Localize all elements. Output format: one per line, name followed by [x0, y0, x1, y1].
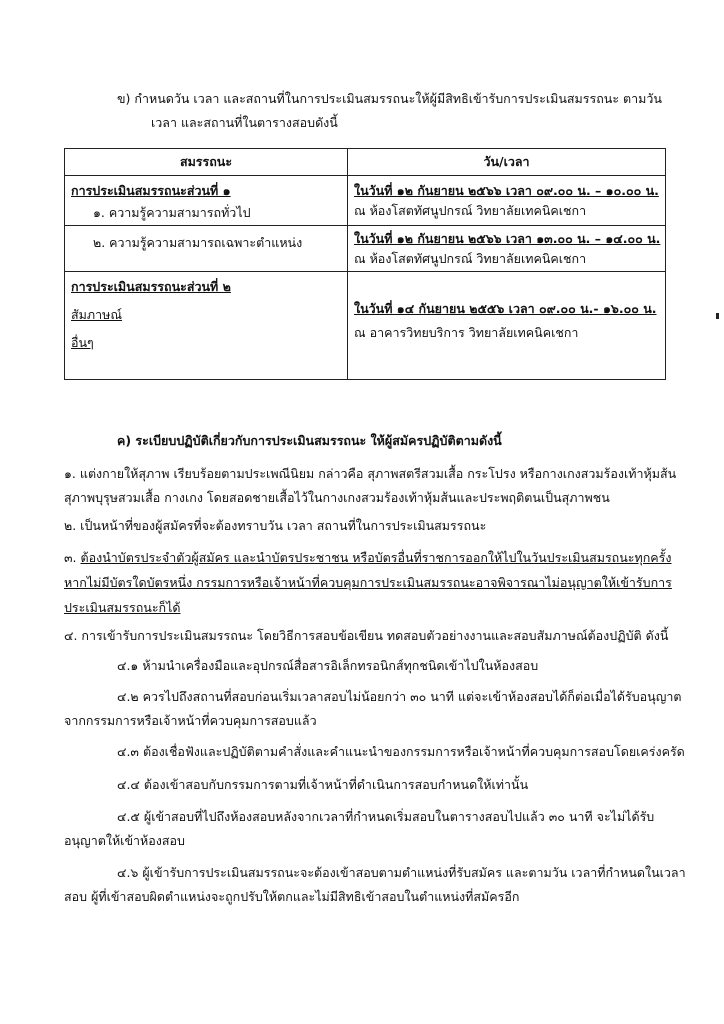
row3-title: การประเมินสมรรถนะส่วนที่ ๒ [71, 279, 231, 294]
rule-3-line-1 [64, 549, 672, 567]
row3-datetime-cell [348, 272, 666, 380]
row1-datetime-cell [348, 176, 666, 226]
row3-sub-interview: สัมภาษณ์ [71, 307, 122, 322]
intro-line-2: เวลา และสถานที่ในตารางสอบดังนี้ [151, 115, 338, 130]
row2-date: ในวันที่ ๑๒ กันยายน ๒๕๖๖ เวลา ๑๓.๐๐ น. – ๑๔.๐๐ น. [354, 231, 661, 246]
row3-sub-other: อื่นๆ [71, 335, 94, 350]
row2-place: ณ ห้องโสตทัศนูปกรณ์ วิทยาลัยเทคนิคเชกา [354, 251, 587, 266]
row1-item: ๑. ความรู้ความสามารถทั่วไป [93, 205, 251, 220]
rule-1-line-1: ๑. แต่งกายให้สุภาพ เรียบร้อยตามประเพณีนิยม กล่าวคือ สุภาพสตรีสวมเสื้อ กระโปรง หรือกางเกงสวมร้องเท้าหุ้มส้น [64, 466, 677, 481]
row3-competency-cell [65, 272, 348, 380]
schedule-table [64, 148, 666, 380]
table-row [65, 226, 666, 272]
row2-competency-cell [65, 226, 348, 272]
rule-4-3: ๔.๓ ต้องเชื่อฟังและปฏิบัติตามคำสั่งและคำแนะนำของกรรมการหรือเจ้าหน้าที่ควบคุมการสอบโดยเคร่งครัด [117, 744, 685, 759]
row3-date: ในวันที่ ๑๔ กันยายน ๒๕๕๖ เวลา ๐๙.๐๐ น.- ๑๖.๐๐ น. [354, 301, 657, 316]
rule-3-line-3: ประเมินสมรรถนะก็ได้ [64, 600, 181, 615]
table-row [65, 176, 666, 226]
row2-item: ๒. ความรู้ความสามารถเฉพาะตำแหน่ง [93, 235, 303, 250]
header-datetime: วัน/เวลา [348, 149, 666, 176]
rule-3-number: ๓. [64, 550, 81, 565]
header-competency: สมรรถนะ [65, 149, 348, 176]
row1-place: ณ ห้องโสตทัศนูปกรณ์ วิทยาลัยเทคนิคเชกา [354, 203, 587, 218]
row1-title: การประเมินสมรรถนะส่วนที่ ๑ [71, 183, 231, 198]
rule-1-line-2: สุภาพบุรุษสวมเสื้อ กางเกง โดยสอดชายเสื้อไว้ในกางเกงสวมร้องเท้าหุ้มส้นและประพฤติตนเป็นสุภาพชน [64, 490, 610, 505]
rule-2: ๒. เป็นหน้าที่ของผู้สมัครที่จะต้องทราบวัน เวลา สถานที่ในการประเมินสมรรถนะ [64, 518, 487, 533]
margin-mark [716, 313, 719, 319]
rule-4-6-line-2: สอบ ผู้ที่เข้าสอบผิดตำแหน่งจะถูกปรับให้ตกและไม่มีสิทธิเข้าสอบในตำแหน่งที่สมัครอีก [64, 889, 520, 904]
row3-place: ณ อาคารวิทยบริการ วิทยาลัยเทคนิคเชกา [354, 325, 579, 340]
rule-4-5-line-1: ๔.๕ ผู้เข้าสอบที่ไปถึงห้องสอบหลังจากเวลาที่กำหนดเริ่มสอบในตารางสอบไปแล้ว ๓๐ นาที จะไม่ได้รับ [117, 809, 655, 824]
rule-4-4: ๔.๔ ต้องเข้าสอบกับกรรมการตามที่เจ้าหน้าที่ดำเนินการสอบกำหนดให้เท่านั้น [117, 777, 529, 792]
rule-3-line-2: หากไม่มีบัตรใดบัตรหนึ่ง กรรมการหรือเจ้าหน้าที่ควบคุมการประเมินสมรรถนะอาจพิจารณาไม่อนุญาตให้เข้ารับการ [64, 575, 672, 590]
row2-datetime-cell [348, 226, 666, 272]
rule-4-6-line-1: ๔.๖ ผู้เข้ารับการประเมินสมรรถนะจะต้องเข้าสอบตามตำแหน่งที่รับสมัคร และตามวัน เวลาที่กำหนดในเวลา [117, 865, 686, 880]
rule-4: ๔. การเข้ารับการประเมินสมรรถนะ โดยวิธีการสอบข้อเขียน ทดสอบตัวอย่างงานและสอบสัมภาษณ์ต้องปฏิบัติ ดังนี้ [64, 628, 669, 643]
row1-competency-cell [65, 176, 348, 226]
table-row [65, 272, 666, 380]
rule-4-1: ๔.๑ ห้ามนำเครื่องมือและอุปกรณ์สื่อสารอิเล็กทรอนิกส์ทุกชนิดเข้าไปในห้องสอบ [117, 658, 539, 673]
row1-date: ในวันที่ ๑๒ กันยายน ๒๕๖๖ เวลา ๐๙.๐๐ น. – ๑๐.๐๐ น. [354, 183, 659, 198]
section-c-heading: ค) ระเบียบปฏิบัติเกี่ยวกับการประเมินสมรรถนะ ให้ผู้สมัครปฏิบัติตามดังนี้ [117, 433, 502, 448]
rule-4-5-line-2: อนุญาตให้เข้าห้องสอบ [64, 833, 185, 848]
rule-4-2-line-2: จากกรรมการหรือเจ้าหน้าที่ควบคุมการสอบแล้ว [64, 713, 317, 728]
rule-4-2-line-1: ๔.๒ ควรไปถึงสถานที่สอบก่อนเริ่มเวลาสอบไม่น้อยกว่า ๓๐ นาที แต่จะเข้าห้องสอบได้ก็ต่อเมื่อได้รับอนุญาต [117, 689, 682, 704]
table-header-row [65, 149, 666, 176]
intro-line-1: ข) กำหนดวัน เวลา และสถานที่ในการประเมินสมรรถนะให้ผู้มีสิทธิเข้ารับการประเมินสมรรถนะ ตามวัน [117, 91, 662, 106]
rule-3-text: ต้องนำบัตรประจำตัวผู้สมัคร และนำบัตรประชาชน หรือบัตรอื่นที่ราชการออกให้ไปในวันประเมินสมรถนะทุกครั้ง [80, 550, 672, 565]
